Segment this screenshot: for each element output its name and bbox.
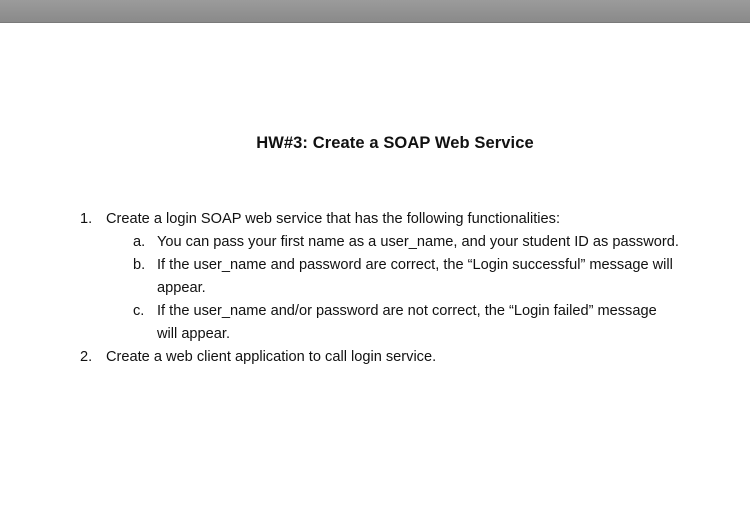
- sub-item-line: You can pass your first name as a user_name, and your student ID as password.: [157, 234, 679, 250]
- list-item-text: Create a login SOAP web service that has the following functionalities:: [106, 211, 561, 227]
- list-item-text: Create a web client application to call login service.: [106, 349, 437, 365]
- sub-item-text: [157, 300, 740, 346]
- document-title: HW#3: Create a SOAP Web Service: [256, 134, 534, 152]
- sub-item-letter: b.: [133, 257, 146, 273]
- sub-item-c: [133, 300, 740, 346]
- sub-item-letter: c.: [133, 303, 145, 319]
- sub-item-line: If the user_name and password are correct, the “Login successful” message will: [157, 257, 673, 273]
- sub-item-text: [157, 231, 740, 254]
- sub-item-letter: a.: [133, 234, 146, 250]
- list-number: 2.: [80, 349, 93, 365]
- sub-item-text: [157, 254, 740, 300]
- list-item-2: [80, 346, 740, 369]
- sub-item-line: If the user_name and/or password are not correct, the “Login failed” message: [157, 303, 657, 319]
- assignment-list: [80, 208, 740, 369]
- sub-item-line: appear.: [157, 280, 206, 296]
- sub-item-a: [133, 231, 740, 254]
- list-number: 1.: [80, 211, 93, 227]
- window-top-bar: [0, 0, 750, 23]
- list-item-1: [80, 208, 740, 231]
- sub-item-b: [133, 254, 740, 300]
- sub-item-line: will appear.: [157, 326, 231, 342]
